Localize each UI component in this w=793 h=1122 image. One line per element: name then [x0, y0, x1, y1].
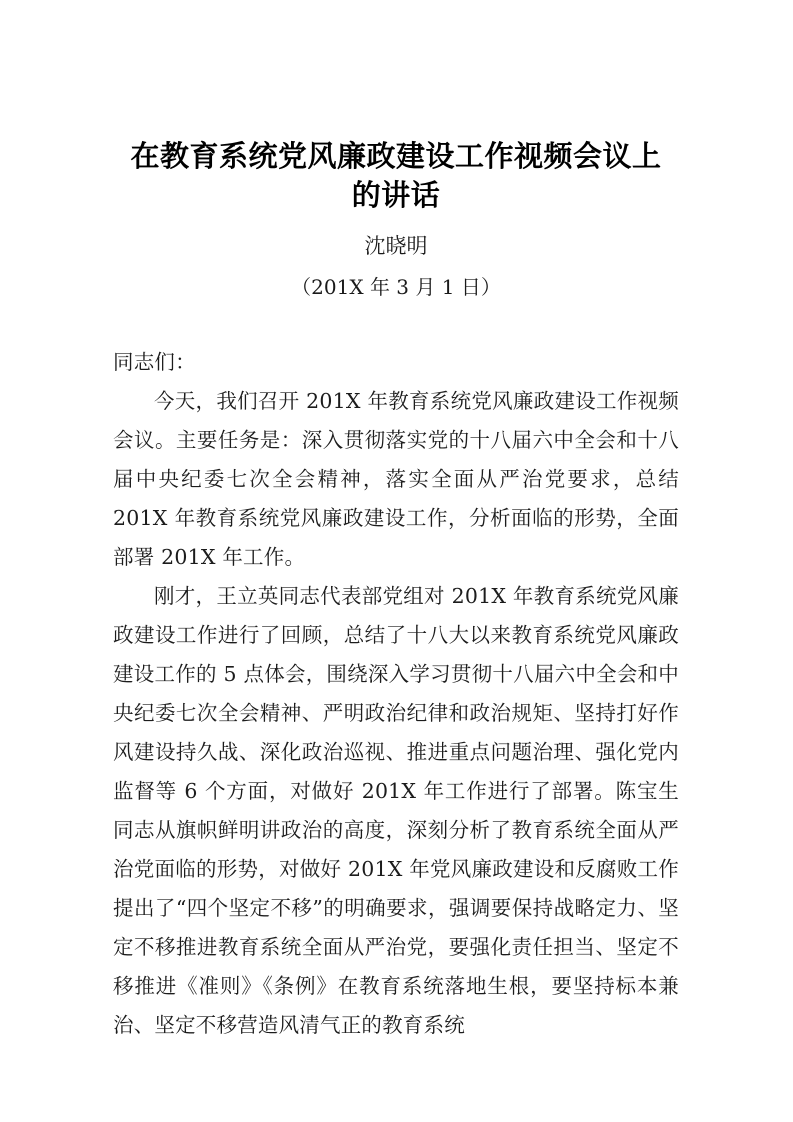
- date-spacer: [113, 261, 679, 272]
- document-author: 沈晓明: [364, 234, 428, 258]
- document-content-column: [113, 0, 679, 1045]
- page-title: [113, 137, 679, 215]
- body-paragraph-1: 今天，我们召开 201X 年教育系统党风廉政建设工作视频会议。主要任务是：深入贯彻落实党的十八届六中全会和十八届中央纪委七次全会精神，落实全面从严治党要求，总结 201X 年教育系统党风廉政建设工作，分析面临的形势，全面部署 201X 年工作。: [113, 389, 679, 569]
- page-title-line-2: 的讲话: [351, 178, 441, 212]
- author-spacer: [113, 215, 679, 231]
- body-paragraph-2: 刚才，王立英同志代表部党组对 201X 年教育系统党风廉政建设工作进行了回顾，总结了十八大以来教育系统党风廉政建设工作的 5 点体会，围绕深入学习贯彻十八届六中全会和中央纪委七次全会精神、严明政治纪律和政治规矩、坚持打好作风建设持久战、深化政治巡视、推进重点问题治理、强化党内监督等 6 个方面，对做好 201X 年工作进行了部署。陈宝生同志从旗帜鲜明讲政治的高度，深刻分析了教育系统全面从严治党面临的形势，对做好 201X 年党风廉政建设和反腐败工作提出了“四个坚定不移”的明确要求，强调要保持战略定力、坚定不移推进教育系统全面从严治党，要强化责任担当、坚定不移推进《准则》《条例》在教育系统落地生根，要坚持标本兼治、坚定不移营造风清气正的教育系统: [113, 584, 679, 1037]
- document-date: （201X 年 3 月 1 日）: [291, 275, 501, 299]
- page-title-line-1: 在教育系统党风廉政建设工作视频会议上: [130, 139, 662, 173]
- body-spacer: [113, 302, 679, 343]
- salutation: 同志们：: [113, 350, 196, 374]
- top-margin-spacer: [113, 0, 679, 137]
- document-body: [113, 343, 679, 1045]
